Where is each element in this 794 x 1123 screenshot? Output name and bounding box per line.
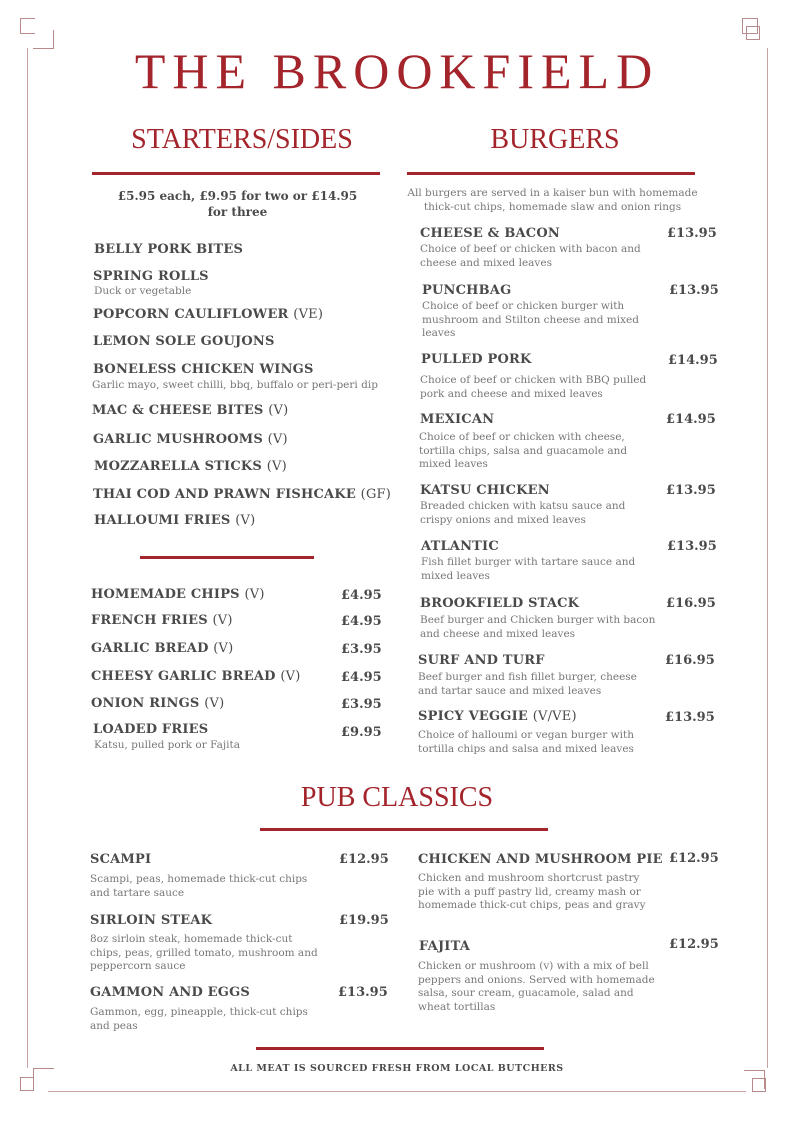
list-item: SCAMPI <box>90 852 152 867</box>
item-description: Katsu, pulled pork or Fajita <box>94 739 240 751</box>
item-description: Breaded chicken with katsu sauce and crispy onions and mixed leaves <box>420 500 626 526</box>
item-description: Chicken and mushroom shortcrust pastry pie with a puff pastry lid, creamy mash or homemade thick-cut chips, peas and gravy <box>418 872 646 911</box>
item-description: Duck or vegetable <box>94 285 192 297</box>
item-description: Chicken or mushroom (v) with a mix of bell peppers and onions. Served with homemade salsa, sour cream, guacamole, salad and wheat tortillas <box>418 960 655 1013</box>
list-item: PULLED PORK <box>421 352 532 367</box>
frame-right-line <box>767 48 768 1068</box>
list-item: MOZZARELLA STICKS (V) <box>94 459 287 474</box>
list-item: PUNCHBAG <box>422 283 512 298</box>
item-description: Scampi, peas, homemade thick-cut chips and tartare sauce <box>90 873 308 899</box>
item-description: Fish fillet burger with tartare sauce and mixed leaves <box>421 556 636 582</box>
item-price: £13.95 <box>669 283 719 298</box>
list-item: BONELESS CHICKEN WINGS <box>93 362 314 377</box>
item-price: £3.95 <box>341 642 382 657</box>
footer-rule <box>256 1047 544 1050</box>
item-price: £14.95 <box>666 412 716 427</box>
corner-ornament-bl-inner <box>33 1068 54 1087</box>
item-price: £16.95 <box>666 596 716 611</box>
item-price: £13.95 <box>667 539 717 554</box>
item-description: Choice of beef or chicken with cheese, tortilla chips, salsa and guacamole and mixed leaves <box>419 431 628 470</box>
starters-rule <box>92 172 380 175</box>
restaurant-title: THE BROOKFIELD <box>134 43 660 99</box>
item-price: £4.95 <box>341 614 382 629</box>
item-description: Choice of beef or chicken burger with mushroom and Stilton cheese and mixed leaves <box>422 300 639 339</box>
pub-classics-heading: PUB CLASSICS <box>300 782 494 813</box>
pub-classics-rule <box>260 828 548 831</box>
list-item: LOADED FRIES <box>93 722 209 737</box>
corner-ornament-tr-inner <box>746 26 760 40</box>
list-item: CHEESE & BACON <box>420 226 560 241</box>
item-description: Garlic mayo, sweet chilli, bbq, buffalo or peri-peri dip <box>92 379 378 391</box>
list-item: HALLOUMI FRIES (V) <box>94 513 256 528</box>
item-price: £9.95 <box>341 725 382 740</box>
list-item: LEMON SOLE GOUJONS <box>93 334 275 349</box>
burgers-note: All burgers are served in a kaiser bun with homemade thick-cut chips, homemade slaw and onion rings <box>407 187 698 213</box>
item-description: Beef burger and Chicken burger with bacon and cheese and mixed leaves <box>420 614 656 640</box>
list-item: MAC & CHEESE BITES (V) <box>92 403 289 418</box>
item-description: Choice of beef or chicken with bacon and cheese and mixed leaves <box>420 243 641 269</box>
item-price: £13.95 <box>338 985 388 1000</box>
item-price: £16.95 <box>665 653 715 668</box>
list-item: GARLIC BREAD (V) <box>91 641 234 656</box>
item-description: Beef burger and fish fillet burger, cheese and tartar sauce and mixed leaves <box>418 671 637 697</box>
starters-heading: STARTERS/SIDES <box>131 124 353 155</box>
starters-price-note: £5.95 each, £9.95 for two or £14.95 for three <box>117 189 358 219</box>
list-item: ONION RINGS (V) <box>91 696 225 711</box>
list-item: BELLY PORK BITES <box>94 242 244 257</box>
frame-left-line <box>27 48 28 1068</box>
sides-rule <box>140 556 314 559</box>
list-item: SPICY VEGGIE (V/VE) <box>418 709 577 724</box>
corner-ornament-br-inner <box>752 1078 766 1092</box>
item-price: £12.95 <box>669 937 719 952</box>
list-item: FAJITA <box>419 939 471 954</box>
list-item: CHEESY GARLIC BREAD (V) <box>91 669 301 684</box>
item-description: Gammon, egg, pineapple, thick-cut chips and peas <box>90 1006 308 1032</box>
item-price: £19.95 <box>339 913 389 928</box>
item-price: £4.95 <box>341 588 382 603</box>
list-item: CHICKEN AND MUSHROOM PIE <box>418 852 663 867</box>
item-price: £12.95 <box>339 852 389 867</box>
item-price: £12.95 <box>669 851 719 866</box>
list-item: SURF AND TURF <box>418 653 545 668</box>
frame-bottom-line <box>48 1091 746 1092</box>
list-item: HOMEMADE CHIPS (V) <box>91 587 265 602</box>
item-price: £3.95 <box>341 697 382 712</box>
footer-note: ALL MEAT IS SOURCED FRESH FROM LOCAL BUTCHERS <box>230 1063 564 1074</box>
list-item: THAI COD AND PRAWN FISHCAKE (GF) <box>93 487 392 502</box>
list-item: SPRING ROLLS <box>93 269 209 284</box>
list-item: SIRLOIN STEAK <box>90 913 213 928</box>
item-description: 8oz sirloin steak, homemade thick-cut chips, peas, grilled tomato, mushroom and peppercorn sauce <box>90 933 318 972</box>
item-price: £4.95 <box>341 670 382 685</box>
item-description: Choice of halloumi or vegan burger with tortilla chips and salsa and mixed leaves <box>418 729 634 755</box>
item-price: £14.95 <box>668 353 718 368</box>
list-item: GAMMON AND EGGS <box>90 985 250 1000</box>
item-price: £13.95 <box>667 226 717 241</box>
list-item: BROOKFIELD STACK <box>420 596 580 611</box>
item-price: £13.95 <box>666 483 716 498</box>
list-item: FRENCH FRIES (V) <box>91 613 233 628</box>
list-item: KATSU CHICKEN <box>420 483 550 498</box>
list-item: MEXICAN <box>420 412 495 427</box>
list-item: GARLIC MUSHROOMS (V) <box>93 432 288 447</box>
list-item: ATLANTIC <box>421 539 499 554</box>
item-price: £13.95 <box>665 710 715 725</box>
item-description: Choice of beef or chicken with BBQ pulled pork and cheese and mixed leaves <box>420 374 647 400</box>
list-item: POPCORN CAULIFLOWER (VE) <box>93 307 324 322</box>
corner-ornament-bl <box>20 1077 34 1091</box>
burgers-heading: BURGERS <box>490 124 620 155</box>
burgers-rule <box>407 172 695 175</box>
